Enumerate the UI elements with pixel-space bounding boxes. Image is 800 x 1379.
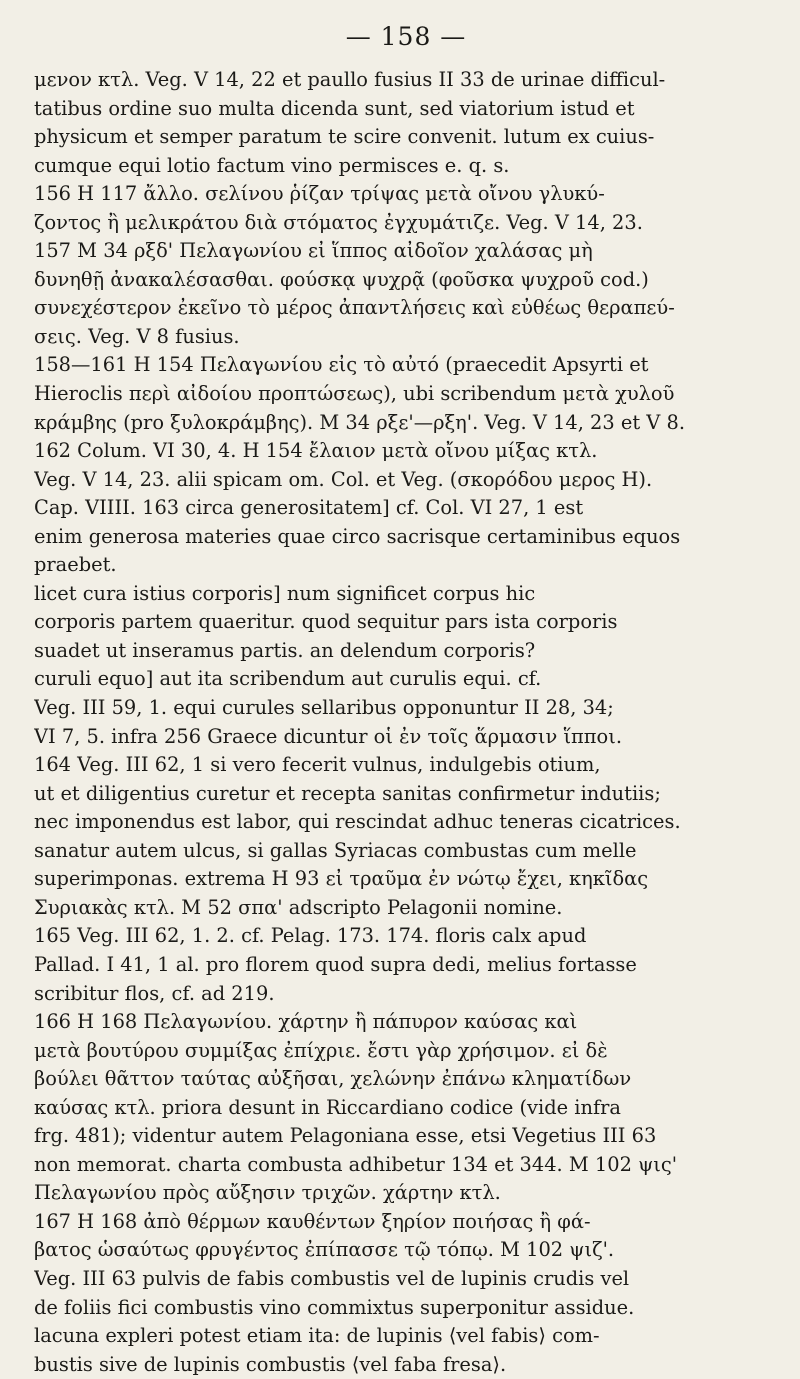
text-line: Hieroclis περὶ αἰδοίου προπτώσεως), ubi scribendum μετὰ χυλοῦ [34, 382, 675, 406]
text-line: VI 7, 5. infra 256 Graece dicuntur οἱ ἐν τοῖς ἅρμασιν ἵπποι. [34, 724, 622, 748]
text-line: cumque equi lotio factum vino permisces e. q. s. [34, 153, 510, 177]
text-line: βούλει θᾶττον ταύτας αὐξῆσαι, χελώνην ἐπάνω κληματίδων [34, 1067, 632, 1091]
text-line: βατος ὡσαύτως φρυγέντος ἐπίπασσε τῷ τόπῳ. M 102 ψιζ'. [34, 1238, 615, 1262]
text-line: licet cura istius corporis] num significet corpus hic [34, 581, 536, 605]
text-line: Συριακὰς κτλ. M 52 σπα' adscripto Pelagonii nomine. [34, 895, 563, 919]
text-line: physicum et semper paratum te scire convenit. lutum ex cuius- [34, 125, 655, 149]
text-line: σεις. Veg. V 8 fusius. [34, 324, 240, 348]
text-line: suadet ut inseramus partis. an delendum corporis? [34, 638, 536, 662]
text-line: frg. 481); videntur autem Pelagoniana esse, etsi Vegetius III 63 [34, 1124, 657, 1148]
text-line: lacuna expleri potest etiam ita: de lupinis ⟨vel fabis⟩ com- [34, 1324, 600, 1348]
text-line: 167 H 168 ἀπὸ θέρμων καυθέντων ξηρίον ποιήσας ἢ φά- [34, 1209, 591, 1233]
text-line: scribitur flos, cf. ad 219. [34, 981, 275, 1005]
text-line: non memorat. charta combusta adhibetur 134 et 344. M 102 ψις' [34, 1152, 678, 1176]
text-line: superimponas. extrema H 93 εἰ τραῦμα ἐν νώτῳ ἔχει, κηκῖδας [34, 867, 649, 891]
text-line: enim generosa materies quae circo sacrisque certaminibus equos [34, 524, 681, 548]
text-line: de foliis fici combustis vino commixtus superponitur assidue. [34, 1295, 635, 1319]
text-line: 157 M 34 ρξδ' Πελαγωνίου εἰ ἵππος αἰδοῖον χαλάσας μὴ [34, 239, 593, 263]
text-line: ζοντος ἢ μελικράτου διὰ στόματος ἐγχυμάτιζε. Veg. V 14, 23. [34, 210, 643, 234]
text-line: bustis sive de lupinis combustis ⟨vel faba fresa⟩. [34, 1352, 507, 1376]
text-line: συνεχέστερον ἐκεῖνο τὸ μέρος ἀπαντλήσεις καὶ εὐθέως θεραπεύ- [34, 296, 675, 320]
text-line: Πελαγωνίου πρὸς αὔξησιν τριχῶν. χάρτην κτλ. [34, 1181, 501, 1205]
text-line: 166 H 168 Πελαγωνίου. χάρτην ἢ πάπυρον καύσας καὶ [34, 1010, 578, 1034]
text-line: 158—161 H 154 Πελαγωνίου εἰς τὸ αὐτό (praecedit Apsyrti et [34, 353, 649, 377]
text-line: Pallad. I 41, 1 al. pro florem quod supra dedi, melius fortasse [34, 952, 637, 976]
text-line: Cap. VIIII. 163 circa generositatem] cf. Col. VI 27, 1 est [34, 496, 584, 520]
page-number: — 158 — [345, 22, 467, 51]
text-line: sanatur autem ulcus, si gallas Syriacas combustas cum melle [34, 838, 637, 862]
text-line: μενον κτλ. Veg. V 14, 22 et paullo fusius II 33 de urinae difficul- [34, 68, 666, 91]
text-line: καύσας κτλ. priora desunt in Riccardiano codice (vide infra [34, 1095, 621, 1119]
text-line: Veg. V 14, 23. alii spicam om. Col. et Veg. (σκορόδου μερος H). [34, 467, 653, 491]
text-line: κράμβης (pro ξυλοκράμβης). M 34 ρξε'—ρξη'. Veg. V 14, 23 et V 8. [34, 410, 685, 434]
commentary-text [34, 66, 778, 1379]
text-line: Veg. III 59, 1. equi curules sellaribus opponuntur II 28, 34; [34, 696, 614, 720]
text-line: 162 Colum. VI 30, 4. H 154 ἔλαιον μετὰ οἴνου μίξας κτλ. [34, 439, 598, 463]
text-line: praebet. [34, 553, 117, 577]
text-line: δυνηθῇ ἀνακαλέσασθαι. φούσκᾳ ψυχρᾷ (φοῦσκα ψυχροῦ cod.) [34, 267, 649, 291]
text-line: ut et diligentius curetur et recepta sanitas confirmetur indutiis; [34, 781, 661, 805]
text-line: corporis partem quaeritur. quod sequitur pars ista corporis [34, 610, 618, 634]
text-line: 156 H 117 ἄλλο. σελίνου ῥίζαν τρίψας μετὰ οἴνου γλυκύ- [34, 182, 605, 206]
text-line: μετὰ βουτύρου συμμίξας ἐπίχριε. ἔστι γὰρ χρήσιμον. εἰ δὲ [34, 1038, 608, 1062]
text-line: curuli equo] aut ita scribendum aut curulis equi. cf. [34, 667, 542, 691]
text-line: nec imponendus est labor, qui rescindat adhuc teneras cicatrices. [34, 810, 681, 834]
text-line: tatibus ordine suo multa dicenda sunt, sed viatorium istud et [34, 96, 635, 120]
text-line: 164 Veg. III 62, 1 si vero fecerit vulnus, indulgebis otium, [34, 753, 601, 777]
text-line: 165 Veg. III 62, 1. 2. cf. Pelag. 173. 174. floris calx apud [34, 924, 587, 948]
text-line: Veg. III 63 pulvis de fabis combustis vel de lupinis crudis vel [34, 1266, 630, 1290]
